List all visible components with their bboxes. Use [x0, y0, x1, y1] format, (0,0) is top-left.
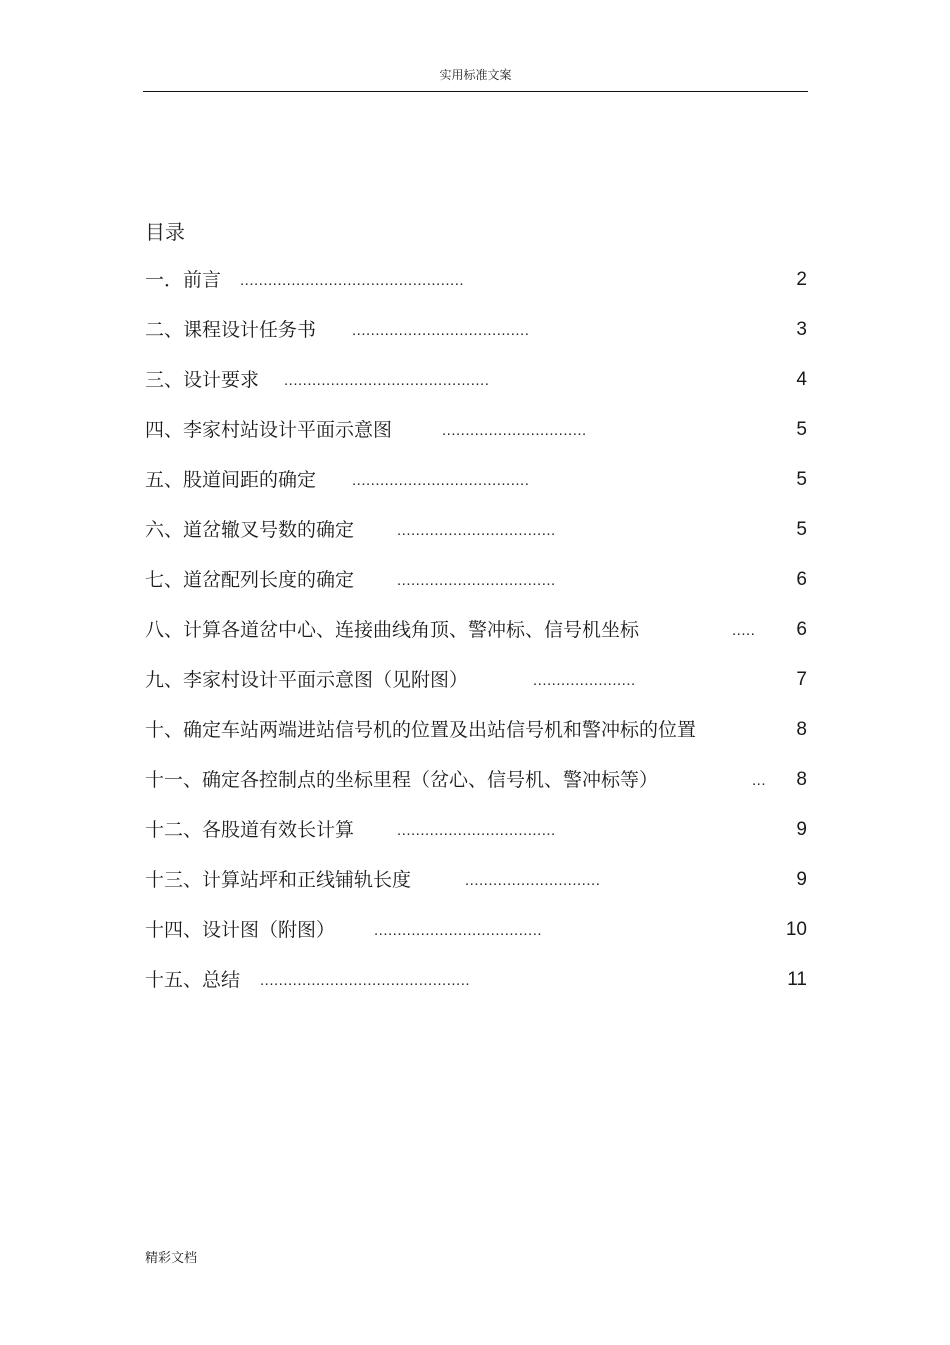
toc-entry-label: 四、李家村站设计平面示意图 [145, 419, 393, 441]
toc-entry[interactable] [145, 416, 807, 466]
toc-entry-leader: ..... [732, 622, 756, 639]
toc-entry-leader: ............................... [442, 422, 587, 439]
toc-entry[interactable] [145, 366, 807, 416]
toc-entry-label: 三、设计要求 [145, 369, 260, 391]
toc-entry-leader: ...................................... [352, 472, 530, 489]
header-divider [143, 91, 808, 92]
toc-entry-page: 5 [796, 419, 807, 440]
toc-entry[interactable] [145, 966, 807, 1016]
toc-entry-leader: ... [752, 772, 767, 789]
toc-entry-leader: ............................................ [284, 372, 490, 389]
toc-entry[interactable] [145, 816, 807, 866]
toc-entry-page: 9 [796, 869, 807, 890]
toc-entry-label: 十二、各股道有效长计算 [145, 819, 355, 841]
toc-entry-page: 9 [796, 819, 807, 840]
toc-entry[interactable] [145, 766, 807, 816]
toc-entry[interactable] [145, 316, 807, 366]
toc-entry-label: 十、确定车站两端进站信号机的位置及出站信号机和警冲标的位置 [145, 719, 697, 741]
toc-entry-page: 3 [796, 319, 807, 340]
toc-entry-page: 4 [796, 369, 807, 390]
toc-entry[interactable] [145, 466, 807, 516]
toc-entry-page: 8 [796, 769, 807, 790]
toc-entry-page: 6 [796, 619, 807, 640]
toc-entry-label: 一．前言 [145, 269, 222, 291]
toc-entry-leader: ...................... [533, 672, 636, 689]
page-footer: 精彩文档 [145, 1251, 198, 1266]
toc-entry[interactable] [145, 716, 807, 766]
toc-entry-leader: ................................................ [240, 272, 465, 289]
toc-entry[interactable] [145, 266, 807, 316]
toc-entry-page: 5 [796, 469, 807, 490]
toc-entry-label: 十五、总结 [145, 969, 241, 991]
toc-entry-leader: .................................. [397, 522, 556, 539]
toc-entry[interactable] [145, 516, 807, 566]
toc-entry-page: 2 [796, 269, 807, 290]
toc-entry-leader: ...................................... [352, 322, 530, 339]
toc-entry-label: 五、股道间距的确定 [145, 469, 317, 491]
toc-entry-leader: ............................................. [260, 972, 471, 989]
toc-entry[interactable] [145, 866, 807, 916]
toc-entry-label: 十三、计算站坪和正线铺轨长度 [145, 869, 412, 891]
toc-entry-label: 十四、设计图（附图） [145, 919, 336, 941]
page-header: 实用标准文案 [439, 68, 512, 82]
toc-entry-page: 6 [796, 569, 807, 590]
toc-entry-page: 10 [785, 919, 807, 940]
toc-title: 目录 [145, 220, 185, 244]
toc-entry-label: 十一、确定各控制点的坐标里程（岔心、信号机、警冲标等） [145, 769, 659, 791]
toc-entry-label: 七、道岔配列长度的确定 [145, 569, 355, 591]
toc-entry-leader: .................................... [374, 922, 543, 939]
toc-entry-label: 八、计算各道岔中心、连接曲线角顶、警冲标、信号机坐标 [145, 619, 640, 641]
toc-entry-page: 8 [796, 719, 807, 740]
toc-entry[interactable] [145, 666, 807, 716]
table-of-contents [145, 266, 807, 1016]
toc-entry[interactable] [145, 916, 807, 966]
toc-entry-leader: .................................. [397, 572, 556, 589]
toc-entry[interactable] [145, 616, 807, 666]
toc-entry-leader: ............................. [465, 872, 601, 889]
toc-entry-label: 九、李家村设计平面示意图（见附图） [145, 669, 469, 691]
toc-entry-page: 7 [796, 669, 807, 690]
toc-entry-label: 六、道岔辙叉号数的确定 [145, 519, 355, 541]
toc-entry[interactable] [145, 566, 807, 616]
toc-entry-page: 11 [787, 969, 807, 990]
toc-entry-label: 二、课程设计任务书 [145, 319, 317, 341]
toc-entry-page: 5 [796, 519, 807, 540]
toc-entry-leader: .................................. [397, 822, 556, 839]
